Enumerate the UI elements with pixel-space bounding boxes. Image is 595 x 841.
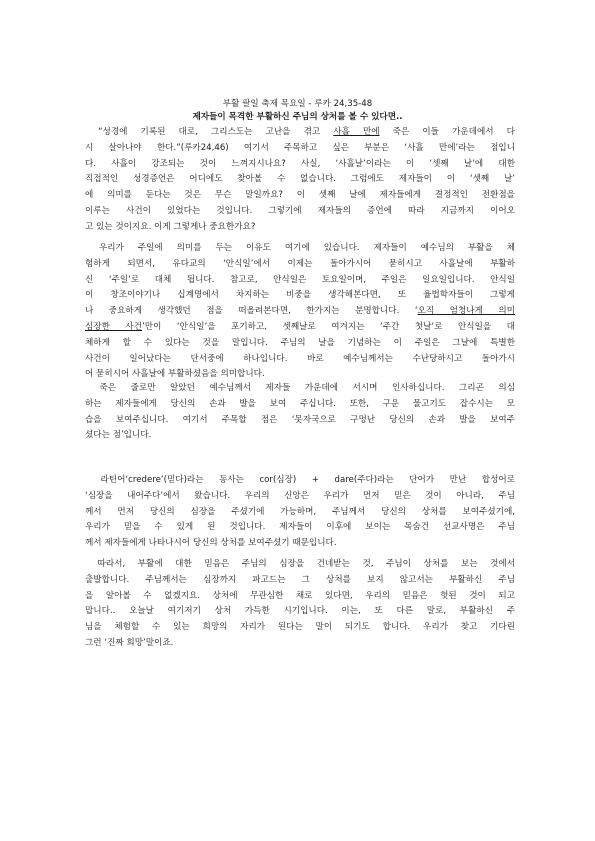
text-segment: 맙니다.. 오늘날 여기저기 상처 가득한 시기입니다. 이는, 또 다른 말로, 부활하신 주 bbox=[85, 606, 515, 617]
text-segment: 고 있는 것이지요. 이게 그렇게나 중요한가요? bbox=[85, 221, 256, 232]
text-line bbox=[85, 258, 515, 270]
text-line bbox=[85, 605, 515, 617]
text-line bbox=[85, 353, 515, 365]
text-segment: 하는 제자들에게 당신의 손과 발을 보여 주십니다. 또한, 구운 물고기도 잡수시는 모 bbox=[85, 398, 515, 409]
document-subtitle: 제자들이 목격한 부활하신 주님의 상처를 볼 수 있다면.. bbox=[192, 112, 403, 122]
text-segment: 라틴어‘credere’(믿다)라는 동사는 cor(심장) + dare(주다)라는 단어가 만난 합성어로 bbox=[85, 475, 515, 485]
text-line bbox=[85, 537, 515, 549]
text-line bbox=[85, 274, 515, 286]
text-segment: 우리가 믿을 수 있게 된 것입니다. 제자들이 이후에 보이는 목숨건 선교사명은 주님 bbox=[85, 522, 515, 533]
text-segment: 신 ‘주일’로 대체 됩니다. 참고로, 안식일은 토요일이며, 주일은 일요일입니다. 안식일 bbox=[85, 274, 515, 285]
text-line bbox=[85, 474, 515, 486]
text-line bbox=[85, 337, 515, 349]
text-segment: 습을 보여주십니다. 여기서 주목할 점은 ‘못자국으로 구멍난 당신의 손과 발을 보여주 bbox=[85, 414, 515, 425]
text-line bbox=[85, 242, 515, 254]
text-segment: “성경에 기록된 대로, 그리스도는 고난을 겪고 bbox=[85, 127, 334, 137]
text-line bbox=[85, 205, 515, 217]
text-segment: 에 의미를 둔다는 것은 무슨 말일까요? 이 셋째 날에 제자들에게 결정적인 전환점을 bbox=[85, 190, 515, 201]
text-line bbox=[85, 590, 515, 602]
text-line bbox=[85, 637, 515, 649]
text-line bbox=[85, 321, 515, 333]
text-segment: 체하게 할 수 있다는 것을 말입니다. 주님의 날을 기념하는 이 주일은 그날에 특별한 bbox=[85, 337, 515, 348]
text-segment: 께서 제자들에게 나타나시어 당신의 상처를 보여주셨기 때문입니다. bbox=[85, 538, 337, 549]
text-segment: 사건이 일어났다는 단서중에 하나입니다. 바로 예수님께서는 수난당하시고 돌아가시 bbox=[85, 353, 515, 364]
text-segment: 출발합니다. 주님께서는 심장까지 파고드는 그 상처를 보지 않고서는 부활하신 주님 bbox=[85, 574, 515, 585]
text-segment: 우리가 주일에 의미를 두는 이유도 여기에 있습니다. 제자들이 예수님의 부활을 체 bbox=[85, 243, 515, 253]
text-line bbox=[85, 142, 515, 154]
text-line bbox=[85, 173, 515, 185]
text-line bbox=[85, 429, 515, 441]
text-line bbox=[85, 382, 515, 394]
text-segment: ’만이 ‘안식일’을 포기하고, 셋째날로 여겨지는 ‘주간 첫날’로 안식일을 대 bbox=[142, 322, 515, 332]
text-line bbox=[85, 189, 515, 201]
text-segment: 셨다는 점’입니다. bbox=[85, 430, 152, 441]
text-segment: 따라서, 부활에 대한 믿음은 주님의 심장을 건네받는 것, 주님이 상처를 보는 것에서 bbox=[85, 559, 515, 569]
text-segment: 님을 체험할 수 있는 희망의 자리가 된다는 말이 되기도 합니다. 우리가 찾고 기다린 bbox=[85, 622, 515, 633]
text-segment: 께서 먼저 당신의 심장을 주셨기에 가능하며, 주님께서 당신의 상처를 보여주셨기에, bbox=[85, 506, 515, 517]
text-line bbox=[85, 506, 515, 518]
text-segment: 다. 사흘이 강조되는 것이 느껴지시나요? 사실, ‘사흘날’이라는 이 ‘셋째 날’에 대한 bbox=[85, 158, 515, 169]
text-segment: 이 창조이야기나 십계명에서 차지하는 비중을 생각해본다면, 또 율법학자들이 그렇게 bbox=[85, 290, 515, 301]
text-line bbox=[85, 414, 515, 426]
text-line bbox=[85, 126, 515, 138]
text-line bbox=[85, 158, 515, 170]
text-segment: 이루는 사건이 있었다는 것입니다. 그렇기에 제자들의 증언에 따라 지금까지 이어오 bbox=[85, 206, 515, 216]
text-line bbox=[85, 221, 515, 233]
text-line bbox=[85, 574, 515, 586]
underlined-text: 사흘 만에 bbox=[333, 127, 380, 137]
text-segment: 어 묻히시어 사흘날에 부활하셨음을 의미합니다. bbox=[85, 369, 265, 380]
text-segment: 시 살아나야 한다.”(루카24,46) 여기서 주목하고 싶은 부분은 ‘사흘 만에’라는 점입니 bbox=[85, 142, 515, 153]
text-segment: 그런 ‘진짜 희망’말이죠. bbox=[85, 638, 174, 648]
text-line bbox=[85, 490, 515, 502]
text-segment: 을 알아볼 수 없겠지요. 상처에 무관심한 채로 있다면, 우리의 믿음은 헛된 것이 되고 bbox=[85, 590, 515, 601]
underlined-text: 심장한 사건 bbox=[85, 322, 143, 332]
text-line bbox=[85, 521, 515, 533]
text-segment: 나 중요하게 생각했던 점을 떠올려본다면, 한가지는 분명합니다. ‘ bbox=[85, 306, 418, 317]
text-line bbox=[85, 398, 515, 410]
document-title: 부활 팔일 축제 목요일 - 루카 24,35-48 bbox=[222, 99, 373, 109]
text-line bbox=[85, 289, 515, 301]
text-line bbox=[85, 558, 515, 570]
text-segment: 험하게 되면서, 유다교의 ‘안식일’에서 이제는 돌아가시어 묻히시고 사흘날에 부활하 bbox=[85, 258, 515, 269]
text-line bbox=[85, 305, 515, 317]
text-line bbox=[85, 368, 515, 380]
text-segment: ‘심장을 내어주다’에서 왔습니다. 우리의 신앙은 우리가 먼저 믿은 것이 아니라, 주님 bbox=[85, 490, 515, 501]
text-segment: 직접적인 성경증언은 어디에도 찾아볼 수 없습니다. 그럼에도 제자들이 이 ‘셋째 날’ bbox=[85, 174, 515, 185]
text-segment: 죽은 이들 가운데에서 다 bbox=[379, 127, 515, 137]
underlined-text: 오직 엄청나게 의미 bbox=[417, 306, 515, 317]
text-line bbox=[85, 621, 515, 633]
text-segment: 죽은 줄로만 알았던 예수님께서 제자들 가운데에 서시며 인사하십니다. 그리곤 의심 bbox=[85, 383, 515, 393]
